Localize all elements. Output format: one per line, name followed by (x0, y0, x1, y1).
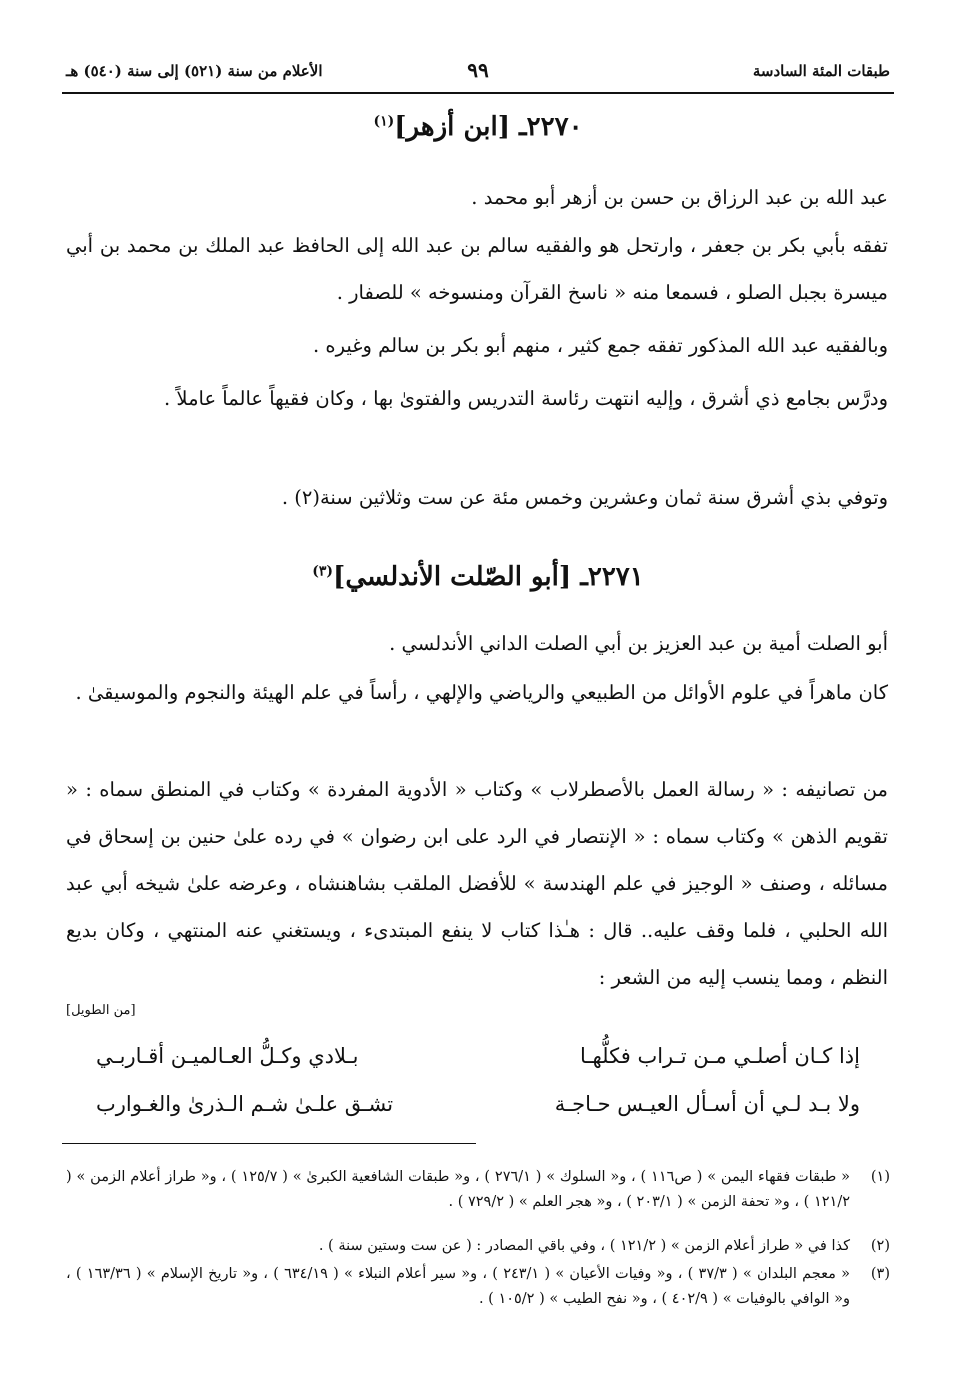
footnote-marker: (٣) (312, 563, 334, 580)
footnote-3 (66, 1262, 890, 1312)
verse-2-hemistich-2: تشـق علـىٰ شـم الـذرىٰ والغـوارب (96, 1092, 394, 1116)
entry-title-2271 (0, 562, 956, 592)
footnote-number: (٣) (870, 1266, 890, 1282)
footnote-1 (66, 1165, 890, 1215)
footnote-number: (٢) (870, 1238, 890, 1254)
running-header-chapter: طبقات المئة السادسة (752, 62, 890, 80)
footnote-marker: (١) (373, 113, 395, 130)
entry-paragraph: عبد الله بن عبد الرزاق بن حسن بن أزهر أبو محمد . (471, 186, 888, 209)
entry-paragraph: أبو الصلت أمية بن عبد العزيز بن أبي الصلت الداني الأندلسي . (389, 632, 888, 655)
footnote-text: كذا في « طراز أعلام الزمن » ( ١٢١/٢ ) ، وفي باقي المصادر : ( عن ست وستين سنة ) . (318, 1238, 850, 1254)
entry-paragraph: تفقه بأبي بكر بن جعفر ، وارتحل هو والفقيه سالم بن عبد الله إلى الحافظ عبد الملك بن محمد بن أبي ميسرة بجبل الصلو ، فسمعا منه « ناسخ القرآن ومنسوخه » للصفار . (66, 234, 888, 304)
header-divider (62, 92, 894, 94)
page-number: ٩٩ (467, 58, 489, 82)
entry-paragraph: كان ماهراً في علوم الأوائل من الطبيعي والرياضي والإلهي ، رأساً في علم الهيئة والنجوم والموسيقىٰ . (75, 681, 888, 704)
footnote-2 (66, 1234, 890, 1259)
verse-1-hemistich-1: إذا كـان أصلـي مـن تـراب فكلُّهـا (579, 1044, 860, 1068)
verse-1-hemistich-2: بـلادي وكـلُّ العـالميـن أقـاربـي (96, 1044, 359, 1068)
entry-title-2270 (0, 112, 956, 142)
entry-paragraph: ودرَّس بجامع ذي أشرق ، وإليه انتهت رئاسة التدريس والفتوىٰ بها ، وكان فقيهاً عالماً عاملاً . (164, 387, 888, 410)
footnote-text: « طبقات فقهاء اليمن » ( ص١١٦ ) ، و« السلوك » ( ٢٧٦/١ ) ، و« طبقات الشافعية الكبرىٰ » ( ١٢٥/٧ ) ، و« طراز أعلام الزمن » ( ١٢١/٢ ) ، و« تحفة الزمن » ( ٢٠٣/١ ) ، و« هجر العلم » ( ٧٢٩/٢ ) . (66, 1169, 850, 1210)
verse-2-hemistich-1: ولا بـد لـي أن أسـأل العيـس حـاجـة (554, 1092, 860, 1116)
entry-title-text: ٢٢٧١ـ [أبو الصّلت الأندلسي] (333, 562, 644, 592)
entry-paragraph: وبالفقيه عبد الله المذكور تفقه جمع كثير ، منهم أبو بكر بن سالم وغيره . (313, 334, 888, 357)
footnote-divider (62, 1143, 476, 1144)
running-header-range: الأعلام من سنة (٥٢١) إلى سنة (٥٤٠) هـ (66, 62, 323, 80)
entry-title-text: ٢٢٧٠ـ [ابن أزهر] (394, 112, 583, 142)
footnote-number: (١) (870, 1169, 890, 1185)
footnote-text: « معجم البلدان » ( ٣٧/٣ ) ، و« وفيات الأعيان » ( ٢٤٣/١ ) ، و« سير أعلام النبلاء » ( ٦٣٤/١٩ ) ، و« تاريخ الإسلام » ( ١٦٣/٣٦ ) ، و« الوافي بالوفيات » ( ٤٠٢/٩ ) ، و« نفح الطيب » ( ١٠٥/٢ ) . (66, 1266, 850, 1307)
poem-meter: [من الطويل] (66, 1003, 136, 1018)
entry-paragraph: وتوفي بذي أشرق سنة ثمان وعشرين وخمس مئة عن ست وثلاثين سنة(٢) . (281, 486, 888, 509)
entry-paragraph: من تصانيفه : « رسالة العمل بالأصطرلاب » وكتاب « الأدوية المفردة » وكتاب في المنطق سماه : « تقويم الذهن » وكتاب سماه : « الإنتصار في الرد على ابن رضوان » في رده علىٰ حنين بن إسحاق في مسائله ، وصنف « الوجيز في علم الهندسة » للأفضل الملقب بشاهنشاه ، وعرضه علىٰ شيخه أبي عبد الله الحلبي ، فلما وقف عليه.. قال : هـٰذا كتاب لا ينفع المبتدىء ، ويستغني عنه المنتهي ، وكان بديع النظم ، ومما ينسب إليه من الشعر : (66, 778, 888, 989)
